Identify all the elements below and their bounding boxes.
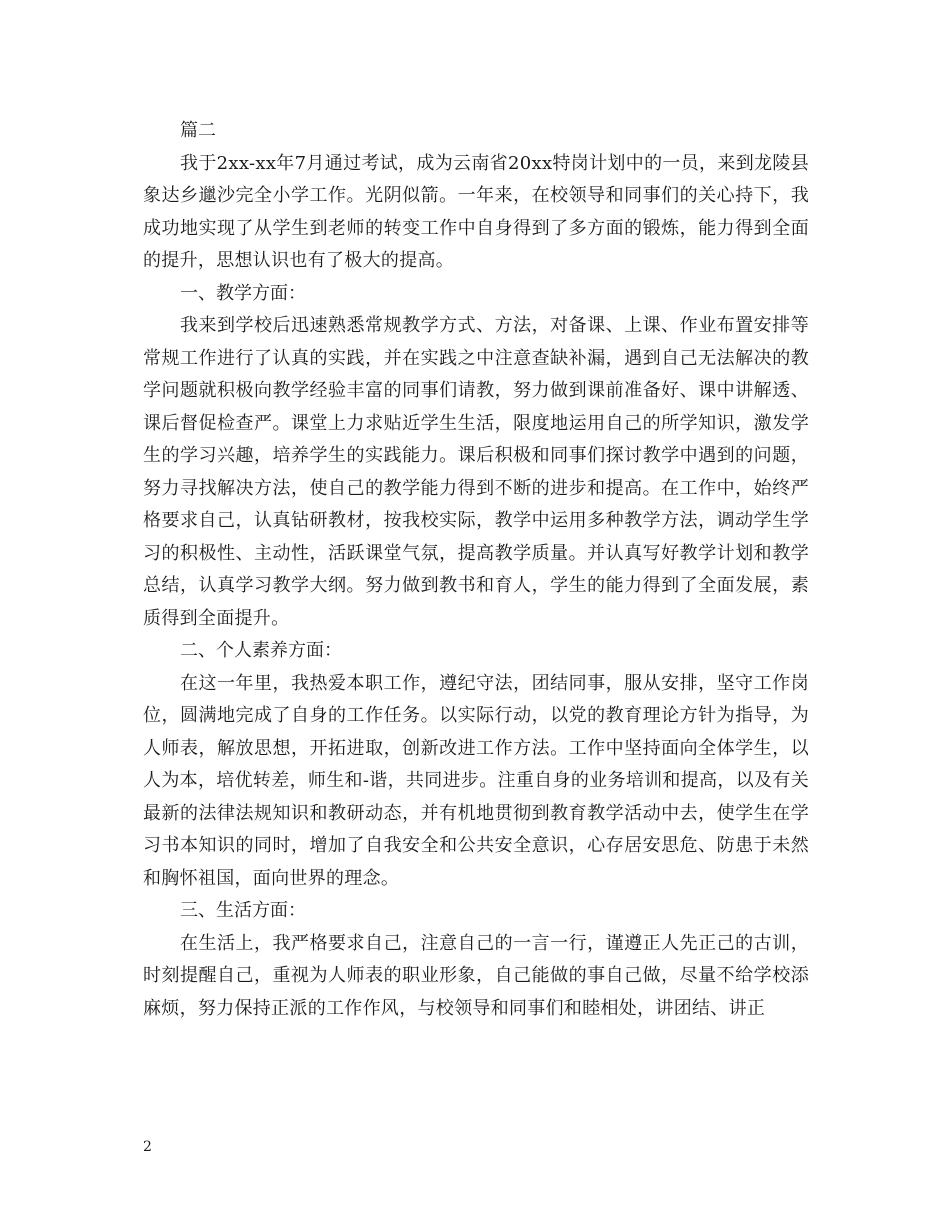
teaching-paragraph: 我来到学校后迅速熟悉常规教学方式、方法，对备课、上课、作业布置安排等常规工作进行了认真的实践，并在实践之中注意查缺补漏，遇到自己无法解决的教学问题就积极向教学经验丰富的同事们请教，努力做到课前准备好、课中讲解透、课后督促检查严。课堂上力求贴近学生生活，限度地运用自己的所学知识，激发学生的学习兴趣，培养学生的实践能力。课后积极和同事们探讨教学中遇到的问题，努力寻找解决方法，使自己的教学能力得到不断的进步和提高。在工作中，始终严格要求自己，认真钻研教材，按我校实际，教学中运用多种教学方法，调动学生学习的积极性、主动性，活跃课堂气氛，提高教学质量。并认真写好教学计划和教学总结，认真学习教学大纲。努力做到教书和育人，学生的能力得到了全面发展，素质得到全面提升。	[143, 315, 809, 629]
intro-paragraph: 我于2xx-xx年7月通过考试，成为云南省20xx特岗计划中的一员，来到龙陵县象达乡邋沙完全小学工作。光阴似箭。一年来，在校领导和同事们的关心持下，我成功地实现了从学生到老师的转变工作中自身得到了多方面的锻炼，能力得到全面的提升，思想认识也有了极大的提高。	[143, 152, 809, 271]
heading-personal-quality: 二、个人素养方面：	[180, 640, 342, 661]
document-body	[143, 115, 809, 1025]
heading-teaching: 一、教学方面：	[180, 282, 306, 304]
personal-quality-paragraph: 在这一年里，我热爱本职工作，遵纪守法，团结同事，服从安排，坚守工作岗位，圆满地完成了自身的工作任务。以实际行动，以党的教育理论方针为指导，为人师表，解放思想，开拓进取，创新改进工作方法。工作中坚持面向全体学生，以人为本，培优转差，师生和-谐，共同进步。注重自身的业务培训和提高，以及有关最新的法律法规知识和教研动态，并有机地贯彻到教育教学活动中去，使学生在学习书本知识的同时，增加了自我安全和公共安全意识，心存居安思危、防患于未然和胸怀祖国，面向世界的理念。	[143, 672, 809, 889]
section-title: 篇二	[180, 120, 216, 141]
page-number: 2	[143, 1139, 152, 1155]
heading-life: 三、生活方面：	[180, 900, 306, 921]
life-paragraph: 在生活上，我严格要求自己，注意自己的一言一行，谨遵正人先正己的古训，时刻提醒自己，重视为人师表的职业形象，自己能做的事自己做，尽量不给学校添麻烦，努力保持正派的工作作风，与校领导和同事们和睦相处，讲团结、讲正	[143, 932, 809, 1019]
